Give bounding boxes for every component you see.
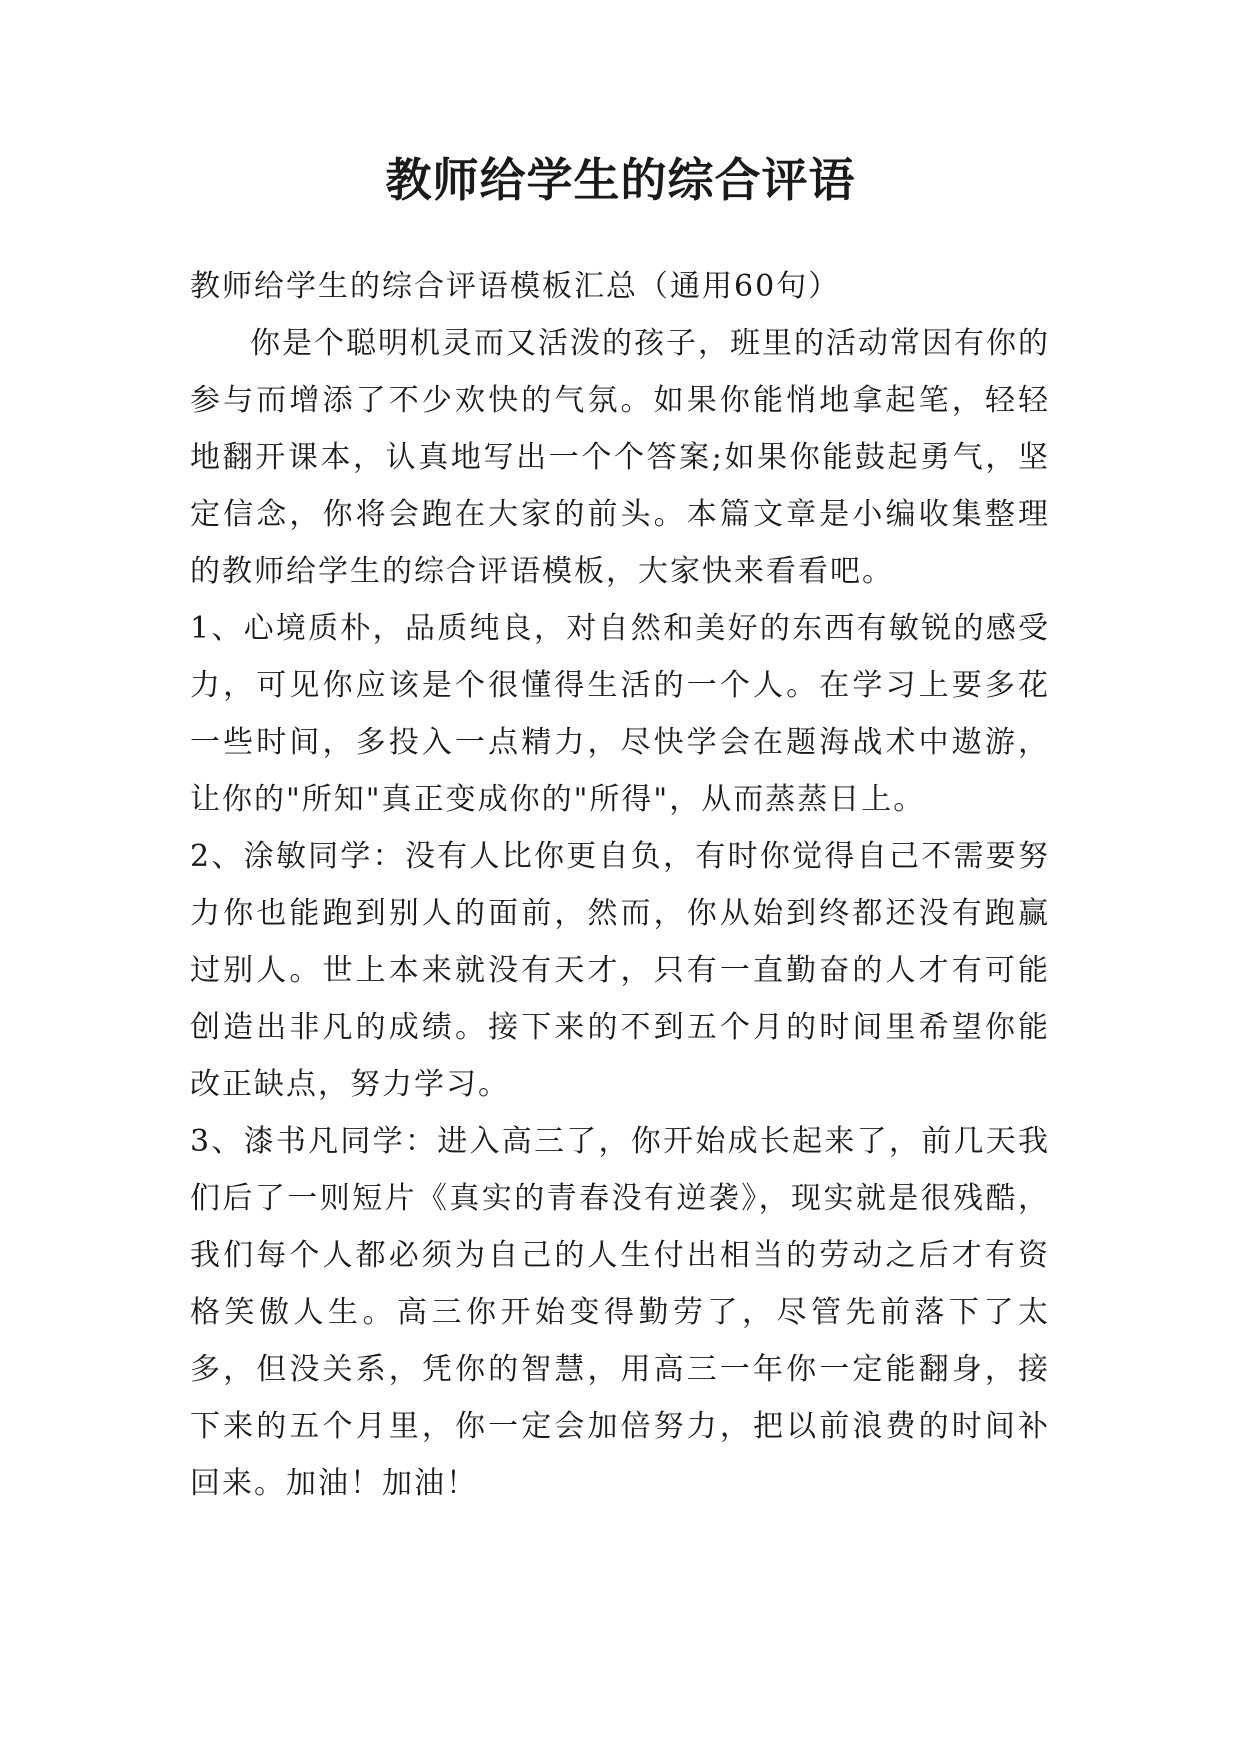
comment-item-3: 3、漆书凡同学：进入高三了，你开始成长起来了，前几天我们后了一则短片《真实的青春没有逆袭》，现实就是很残酷，我们每个人都必须为自己的人生付出相当的劳动之后才有资格笑傲人生。高三你开始变得勤劳了，尽管先前落下了太多，但没关系，凭你的智慧，用高三一年你一定能翻身，接下来的五个月里，你一定会加倍努力，把以前浪费的时间补回来。加油！加油！ — [190, 1124, 1050, 1501]
comment-item-1: 1、心境质朴，品质纯良，对自然和美好的东西有敏锐的感受力，可见你应该是个很懂得生活的一个人。在学习上要多花一些时间，多投入一点精力，尽快学会在题海战术中遨游，让你的"所知"真正变成你的"所得"，从而蒸蒸日上。 — [190, 611, 1050, 817]
document-title: 教师给学生的综合评语 — [385, 153, 856, 207]
intro-paragraph: 你是个聪明机灵而又活泼的孩子，班里的活动常因有你的参与而增添了不少欢快的气氛。如果你能悄地拿起笔，轻轻地翻开课本，认真地写出一个个答案;如果你能鼓起勇气，坚定信念，你将会跑在大家的前头。本篇文章是小编收集整理的教师给学生的综合评语模板，大家快来看看吧。 — [190, 326, 1050, 589]
document-subtitle: 教师给学生的综合评语模板汇总（通用60句） — [190, 269, 841, 304]
comment-item-2: 2、涂敏同学：没有人比你更自负，有时你觉得自己不需要努力你也能跑到别人的面前，然而，你从始到终都还没有跑赢过别人。世上本来就没有天才，只有一直勤奋的人才有可能创造出非凡的成绩。接下来的不到五个月的时间里希望你能改正缺点，努力学习。 — [190, 839, 1050, 1102]
document-body — [190, 258, 1050, 1512]
